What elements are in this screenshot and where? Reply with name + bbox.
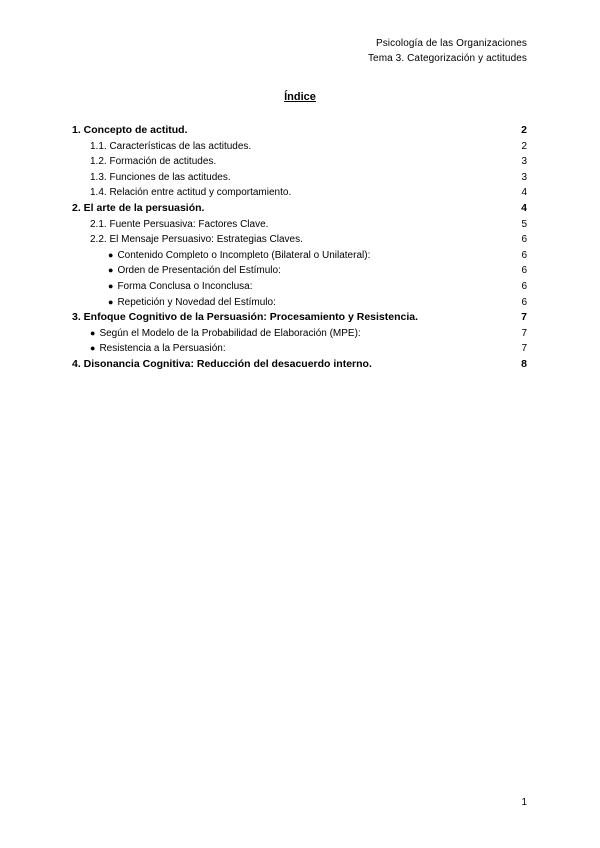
bullet-icon: ●: [108, 296, 114, 307]
toc-entry[interactable]: [72, 263, 527, 279]
toc-entry-text: 2. El arte de la persuasión.: [72, 201, 205, 214]
bullet-icon: ●: [108, 249, 114, 260]
header-topic-title: Tema 3. Categorización y actitudes: [367, 53, 527, 64]
toc-entry-label[interactable]: [90, 341, 226, 357]
bullet-icon: ●: [108, 265, 114, 276]
toc-entry-page[interactable]: 6: [521, 280, 527, 292]
toc-entry-text: 4. Disonancia Cognitiva: Reducción del desacuerdo interno.: [72, 357, 372, 370]
toc-entry-label[interactable]: [72, 310, 418, 326]
toc-entry[interactable]: [72, 279, 527, 295]
toc-entry-page[interactable]: 3: [521, 156, 527, 168]
toc-entry[interactable]: [72, 185, 527, 201]
toc-entry-page[interactable]: 6: [521, 296, 527, 308]
toc-entry[interactable]: [72, 201, 527, 217]
toc-entry[interactable]: [72, 357, 527, 373]
toc-entry-page[interactable]: 4: [521, 201, 527, 214]
toc-entry[interactable]: [72, 295, 527, 311]
toc-entry-label[interactable]: [90, 139, 251, 155]
toc-entry[interactable]: [72, 326, 527, 342]
toc-entry-label[interactable]: [72, 123, 188, 139]
toc-entry-label[interactable]: [90, 170, 231, 186]
toc-entry-text: 1.1. Características de las actitudes.: [90, 140, 252, 152]
toc-entry-text: Orden de Presentación del Estímulo:: [117, 265, 281, 277]
toc-entry-text: 3. Enfoque Cognitivo de la Persuasión: Procesamiento y Resistencia.: [72, 311, 419, 324]
running-header: [368, 36, 527, 66]
toc-entry-page[interactable]: 7: [521, 327, 527, 339]
toc-entry[interactable]: [72, 310, 527, 326]
toc-entry-page[interactable]: 2: [521, 140, 527, 152]
table-of-contents: [72, 123, 527, 373]
toc-entry-label[interactable]: [108, 263, 281, 279]
toc-entry-page[interactable]: 6: [521, 234, 527, 246]
toc-entry-label[interactable]: [108, 248, 370, 264]
toc-entry-page[interactable]: 6: [521, 249, 527, 261]
toc-entry[interactable]: [72, 341, 527, 357]
toc-entry[interactable]: [72, 139, 527, 155]
page-number: 1: [521, 797, 527, 808]
toc-entry-page[interactable]: 4: [521, 187, 527, 199]
toc-entry-page[interactable]: 7: [521, 311, 527, 324]
toc-entry[interactable]: [72, 232, 527, 248]
toc-entry[interactable]: [72, 248, 527, 264]
toc-entry-label[interactable]: [108, 295, 276, 311]
toc-title: Índice: [284, 91, 316, 103]
toc-entry-label[interactable]: [108, 279, 253, 295]
toc-entry-text: Según el Modelo de la Probabilidad de Elaboración (MPE):: [99, 327, 361, 339]
toc-entry-label[interactable]: [90, 232, 303, 248]
toc-entry-label[interactable]: [90, 217, 268, 233]
toc-entry-text: Contenido Completo o Incompleto (Bilateral o Unilateral):: [117, 249, 371, 261]
toc-entry-text: 1.4. Relación entre actitud y comportamiento.: [90, 187, 292, 199]
bullet-icon: ●: [90, 343, 96, 354]
toc-entry-text: Repetición y Novedad del Estímulo:: [117, 296, 276, 308]
toc-entry-text: Forma Conclusa o Inconclusa:: [117, 280, 253, 292]
header-course-title: Psicología de las Organizaciones: [375, 38, 527, 49]
toc-entry[interactable]: [72, 170, 527, 186]
bullet-icon: ●: [90, 327, 96, 338]
bullet-icon: ●: [108, 280, 114, 291]
toc-entry-page[interactable]: 8: [521, 357, 527, 370]
toc-entry-page[interactable]: 6: [521, 265, 527, 277]
toc-entry-label[interactable]: [72, 201, 204, 217]
toc-entry-text: Resistencia a la Persuasión:: [99, 343, 226, 355]
toc-entry-text: 1. Concepto de actitud.: [72, 124, 188, 136]
toc-entry-label[interactable]: [90, 154, 216, 170]
toc-entry-text: 1.2. Formación de actitudes.: [90, 156, 217, 168]
toc-entry-page[interactable]: 3: [521, 171, 527, 183]
toc-entry-label[interactable]: [72, 357, 372, 373]
toc-entry-label[interactable]: [90, 185, 291, 201]
toc-entry-page[interactable]: 7: [521, 343, 527, 355]
toc-entry-page[interactable]: 2: [521, 124, 527, 136]
toc-entry[interactable]: [72, 123, 527, 139]
toc-entry[interactable]: [72, 154, 527, 170]
toc-entry[interactable]: [72, 217, 527, 233]
toc-entry-text: 1.3. Funciones de las actitudes.: [90, 171, 231, 183]
toc-entry-page[interactable]: 5: [521, 218, 527, 230]
toc-entry-label[interactable]: [90, 326, 361, 342]
toc-entry-text: 2.1. Fuente Persuasiva: Factores Clave.: [90, 218, 269, 230]
toc-entry-text: 2.2. El Mensaje Persuasivo: Estrategias Claves.: [90, 234, 303, 246]
